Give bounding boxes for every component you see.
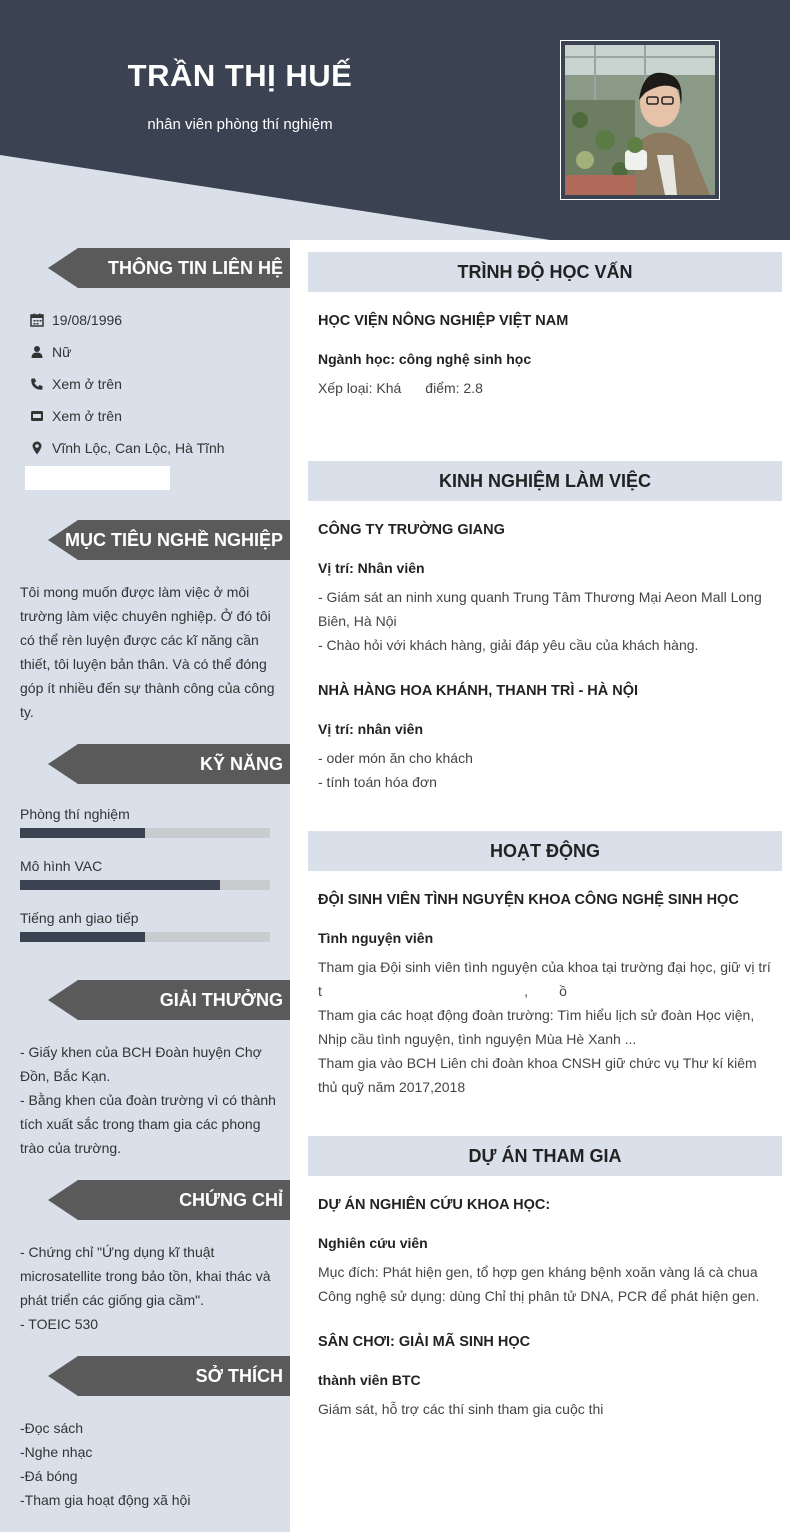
project-role: Nghiên cứu viên [318, 1235, 428, 1251]
hobbies-section-title: SỞ THÍCH [195, 1366, 283, 1386]
activity-details: Tham gia các hoạt động đoàn trường: Tìm hiểu lịch sử đoàn Học viện, Nhịp cầu tình nguyện, tình nguyện Mùa Hè Xanh ... Tham gia vào BCH Liên chi đoàn khoa CNSH giữ chức vụ Thư kí kiêm thủ quỹ năm 2017,2018 [318, 1007, 757, 1095]
skill-label: Phòng thí nghiệm [20, 806, 130, 822]
objective-section-title: MỤC TIÊU NGHỀ NGHIỆP [64, 530, 283, 550]
redacted-block [25, 466, 170, 490]
education-grade: Xếp loại: Khá [318, 380, 402, 396]
hobbies-text: -Đọc sách -Nghe nhạc -Đá bóng -Tham gia hoạt động xã hội [20, 1420, 191, 1508]
contact-section-header [48, 248, 303, 288]
education-section-title: TRÌNH ĐỘ HỌC VẤN [308, 252, 782, 292]
hobbies-section-header [48, 1356, 303, 1396]
main-content [290, 240, 790, 1532]
address-value: Vĩnh Lộc, Can Lộc, Hà Tĩnh [52, 440, 225, 456]
job-details: - Giám sát an ninh xung quanh Trung Tâm Thương Mại Aeon Mall Long Biên, Hà Nội - Chào hỏi với khách hàng, giải đáp yêu cầu của khách hàng. [318, 589, 762, 653]
activities-section-title: HOẠT ĐỘNG [308, 831, 782, 871]
projects-section-title: DỰ ÁN THAM GIA [308, 1136, 782, 1176]
skill-label: Mô hình VAC [20, 858, 103, 874]
education-grade-row [318, 376, 774, 400]
project-details: Giám sát, hỗ trợ các thí sinh tham gia cuộc thi [318, 1401, 604, 1417]
activity-line-1: Tham gia Đội sinh viên tình nguyện của khoa tại trường đại học, giữ vị trí [318, 959, 771, 975]
project-role: thành viên BTC [318, 1372, 421, 1388]
contact-address [30, 440, 225, 456]
job-position: Vị trí: Nhân viên [318, 560, 425, 576]
envelope-icon [30, 409, 44, 423]
calendar-icon [30, 313, 44, 327]
activity-role: Tình nguyện viên [318, 930, 434, 946]
job-position: Vị trí: nhân viên [318, 721, 424, 737]
skill-level-fill [20, 880, 220, 890]
project-details: Mục đích: Phát hiện gen, tổ hợp gen kháng bệnh xoăn vàng lá cà chua Công nghệ sử dụng: dùng Chỉ thị phân tử DNA, PCR để phát hiện gen. [318, 1264, 760, 1304]
sidebar [0, 240, 290, 1532]
job-company: NHÀ HÀNG HOA KHÁNH, THANH TRÌ - HÀ NỘI [318, 683, 639, 699]
job-company: CÔNG TY TRƯỜNG GIANG [318, 522, 505, 538]
objective-section-header [48, 520, 303, 560]
user-icon [30, 345, 44, 359]
contact-phone [30, 376, 122, 392]
skill-item [20, 910, 270, 930]
phone-icon [30, 377, 44, 391]
objective-text: Tôi mong muốn được làm việc ở môi trường làm việc chuyên nghiệp. Ở đó tôi có thể rèn luyện được các kĩ năng cần thiết, tôi luyện bản thân. Và có thể đóng góp ít nhiều đến sự thành công của công ty. [20, 584, 275, 720]
education-major: Ngành học: công nghệ sinh học [318, 351, 532, 367]
skill-level-bar [20, 880, 270, 890]
skill-level-bar [20, 932, 270, 942]
contact-section-title: THÔNG TIN LIÊN HỆ [108, 258, 283, 278]
contact-email [30, 408, 122, 424]
map-marker-icon [30, 441, 44, 455]
birthday-value: 19/08/1996 [52, 312, 123, 328]
skills-section-header [48, 744, 303, 784]
skill-item [20, 858, 270, 878]
activity-org: ĐỘI SINH VIÊN TÌNH NGUYỆN KHOA CÔNG NGHỆ SINH HỌC [318, 892, 739, 908]
certificates-text: - Chứng chỉ "Ứng dụng kĩ thuật microsatellite trong bảo tồn, khai thác và phát triển các giống gia cầm". - TOEIC 530 [20, 1244, 271, 1332]
job-details: - oder món ăn cho khách - tính toán hóa đơn [318, 750, 473, 790]
certificates-section-title: CHỨNG CHỈ [179, 1190, 283, 1210]
skills-section-title: KỸ NĂNG [199, 754, 283, 774]
profile-photo [560, 40, 720, 200]
skill-label: Tiếng anh giao tiếp [20, 910, 139, 926]
awards-section-header [48, 980, 303, 1020]
gender-value: Nữ [52, 344, 72, 360]
skill-level-fill [20, 828, 145, 838]
header [0, 0, 790, 240]
project-name: DỰ ÁN NGHIÊN CỨU KHOA HỌC: [318, 1197, 551, 1213]
email-value[interactable]: Xem ở trên [52, 408, 122, 424]
awards-section-title: GIẢI THƯỞNG [159, 990, 283, 1010]
project-name: SÂN CHƠI: GIẢI MÃ SINH HỌC [318, 1334, 531, 1350]
skill-level-bar [20, 828, 270, 838]
education-school: HỌC VIỆN NÔNG NGHIỆP VIỆT NAM [318, 313, 569, 329]
skill-item [20, 806, 270, 826]
activity-line-2: t , ồ [318, 983, 567, 999]
profile-photo-image [565, 45, 715, 195]
contact-birthday [30, 312, 122, 328]
phone-value[interactable]: Xem ở trên [52, 376, 122, 392]
candidate-name: TRẦN THỊ HUẾ [127, 58, 353, 93]
awards-text: - Giấy khen của BCH Đoàn huyện Chợ Đồn, Bắc Kạn. - Bằng khen của đoàn trường vì có thành tích xuất sắc trong tham gia các phong trào của trường. [20, 1044, 276, 1156]
education-score: điểm: 2.8 [425, 380, 483, 396]
certificates-section-header [48, 1180, 303, 1220]
experience-section-title: KINH NGHIỆM LÀM VIỆC [308, 461, 782, 501]
skill-level-fill [20, 932, 145, 942]
contact-gender [30, 344, 71, 360]
candidate-role: nhân viên phòng thí nghiệm [147, 116, 333, 133]
